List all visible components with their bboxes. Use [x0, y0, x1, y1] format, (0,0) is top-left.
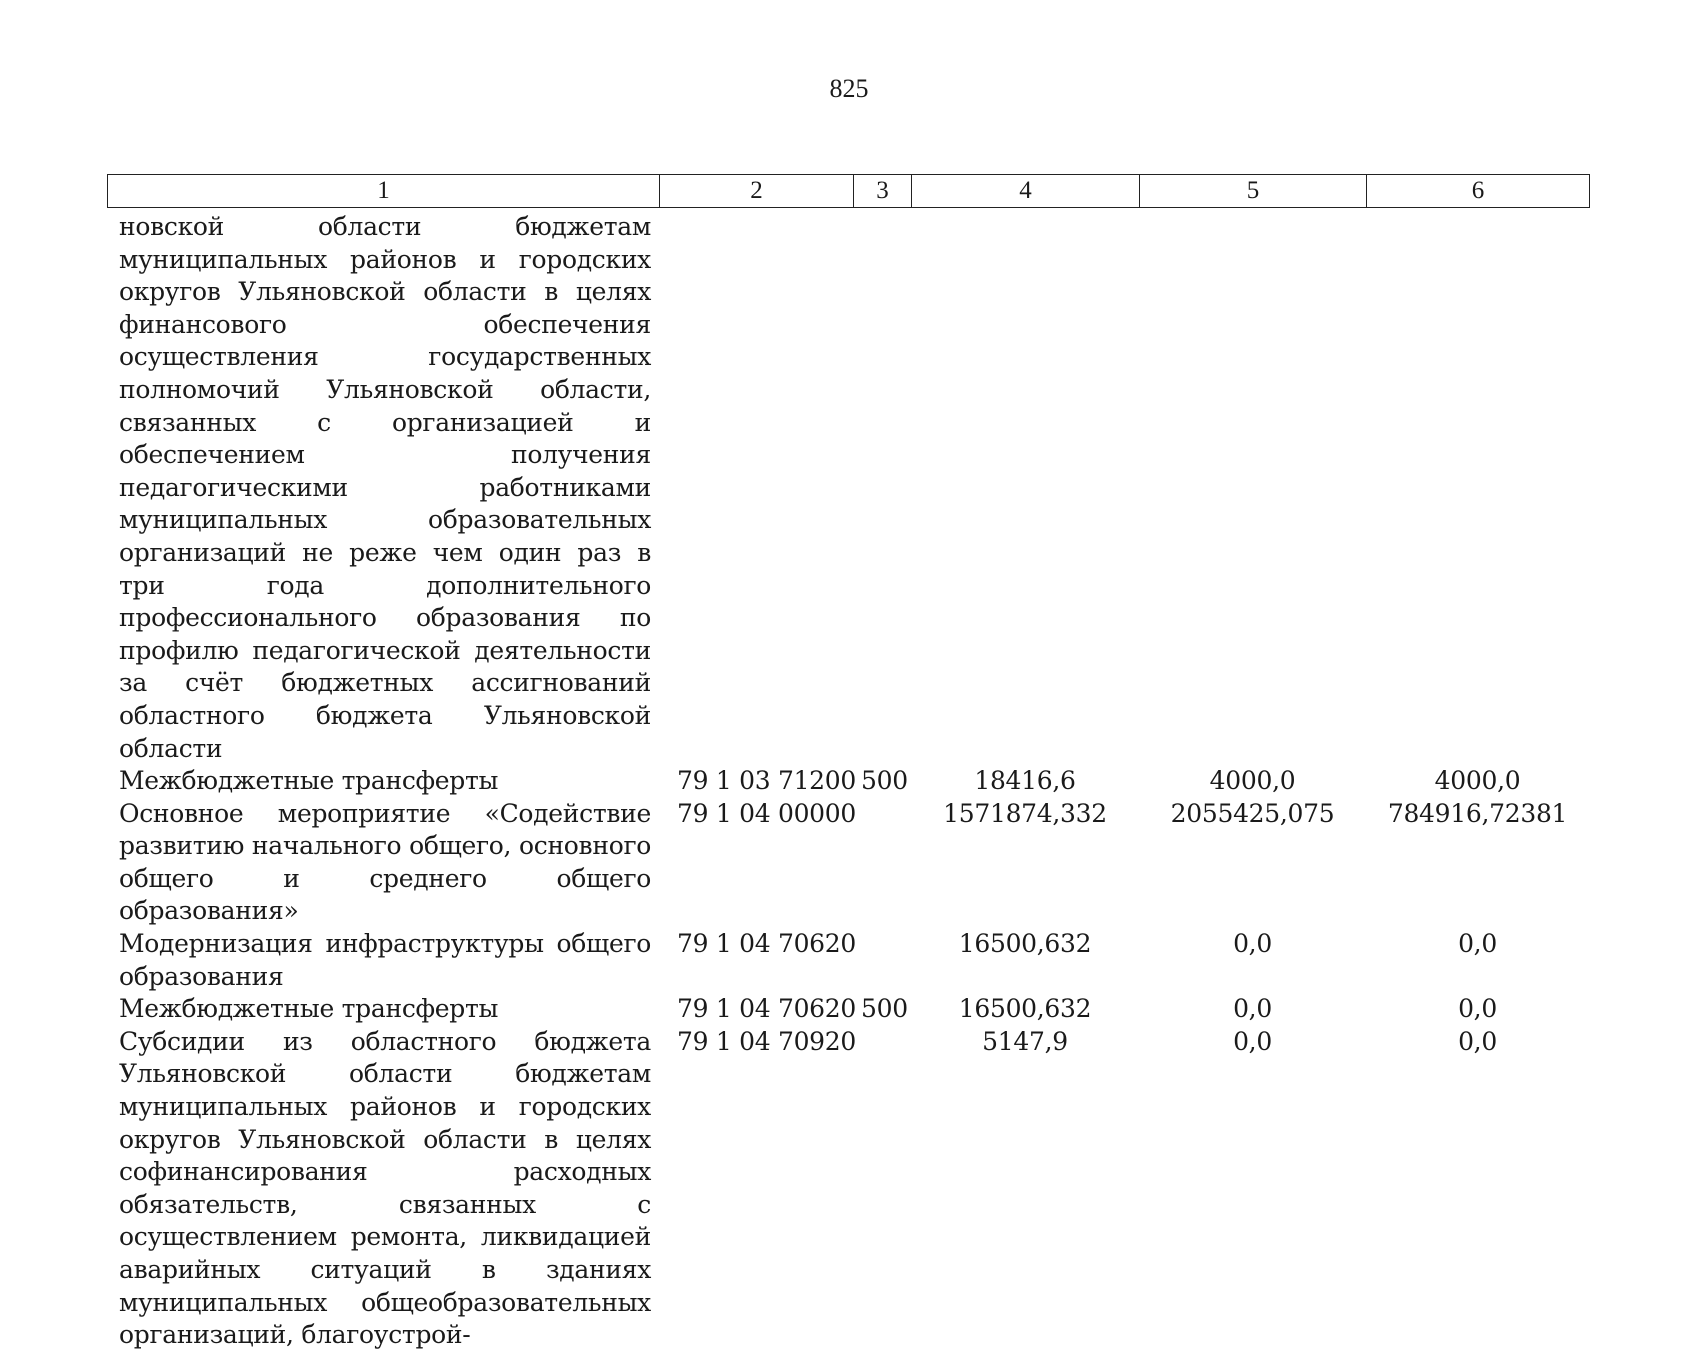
header-col-5: 5 [1140, 175, 1367, 208]
row-value-4: 5147,9 [982, 1026, 1068, 1056]
row-description: Субсидии из областного бюджета Ульяновской области бюджетам муниципальных районов и городских округов Ульяновской области в целях софинансирования расходных обязательств, связанных с осуществлением ремонта, ликвидацией аварийных ситуаций в зданиях муниципальных общеобразовательных организаций, благоустрой- [119, 1026, 651, 1350]
row-value-5: 0,0 [1233, 994, 1272, 1024]
row-value-4: 16500,632 [958, 929, 1092, 959]
row-expense-type [853, 211, 911, 765]
header-col-6: 6 [1367, 175, 1590, 208]
table-row [107, 765, 1589, 798]
row-code: 79 1 04 70620 [677, 929, 856, 959]
table-row [107, 928, 1589, 993]
row-expense-type: 500 [861, 994, 908, 1024]
row-value-4: 16500,632 [958, 994, 1092, 1024]
row-value-4: 1571874,332 [943, 798, 1107, 828]
row-value-5: 0,0 [1233, 929, 1272, 959]
row-value-6 [1366, 211, 1589, 765]
page-number: 825 [829, 74, 869, 103]
row-value-5: 2055425,075 [1170, 798, 1335, 828]
row-code: 79 1 04 00000 [677, 798, 856, 828]
header-col-1: 1 [108, 175, 660, 208]
row-description: Межбюджетные трансферты [119, 994, 499, 1024]
row-value-6: 0,0 [1458, 929, 1497, 959]
row-description: Межбюджетные трансферты [119, 766, 499, 796]
header-col-3: 3 [854, 175, 912, 208]
row-description: Основное мероприятие «Содействие развитию начального общего, основного общего и среднего общего образования» [119, 798, 651, 926]
row-expense-type [853, 798, 911, 928]
row-expense-type [853, 928, 911, 993]
table-row [107, 1026, 1589, 1352]
row-description: Модернизация инфраструктуры общего образования [119, 929, 651, 991]
row-expense-type: 500 [861, 766, 908, 796]
table-row [107, 798, 1589, 928]
header-col-4: 4 [912, 175, 1140, 208]
header-col-2: 2 [660, 175, 854, 208]
row-expense-type [853, 1026, 911, 1352]
table-row [107, 211, 1589, 765]
row-value-6: 4000,0 [1434, 766, 1521, 796]
row-value-5 [1139, 211, 1366, 765]
row-code: 79 1 04 70620 [677, 994, 856, 1024]
row-code [659, 211, 853, 765]
row-value-6: 784916,72381 [1387, 798, 1568, 828]
table-row [107, 993, 1589, 1026]
row-value-6: 0,0 [1458, 994, 1497, 1024]
row-value-4 [911, 211, 1139, 765]
row-code: 79 1 03 71200 [677, 766, 856, 796]
row-value-5: 4000,0 [1209, 766, 1296, 796]
table-header [107, 174, 1590, 208]
row-value-6: 0,0 [1458, 1026, 1497, 1056]
budget-table [107, 211, 1589, 1352]
row-code: 79 1 04 70920 [677, 1026, 856, 1056]
row-value-4: 18416,6 [974, 766, 1076, 796]
row-description: новской области бюджетам муниципальных районов и городских округов Ульяновской области в целях финансового обеспечения осуществления государственных полномочий Ульяновской области, связанных с организацией и обеспечением получения педагогическими работниками муниципальных образовательных организаций не реже чем один раз в три года дополнительного профессионального образования по профилю педагогической деятельности за счёт бюджетных ассигнований областного бюджета Ульяновской области [119, 212, 651, 763]
row-value-5: 0,0 [1233, 1026, 1272, 1056]
